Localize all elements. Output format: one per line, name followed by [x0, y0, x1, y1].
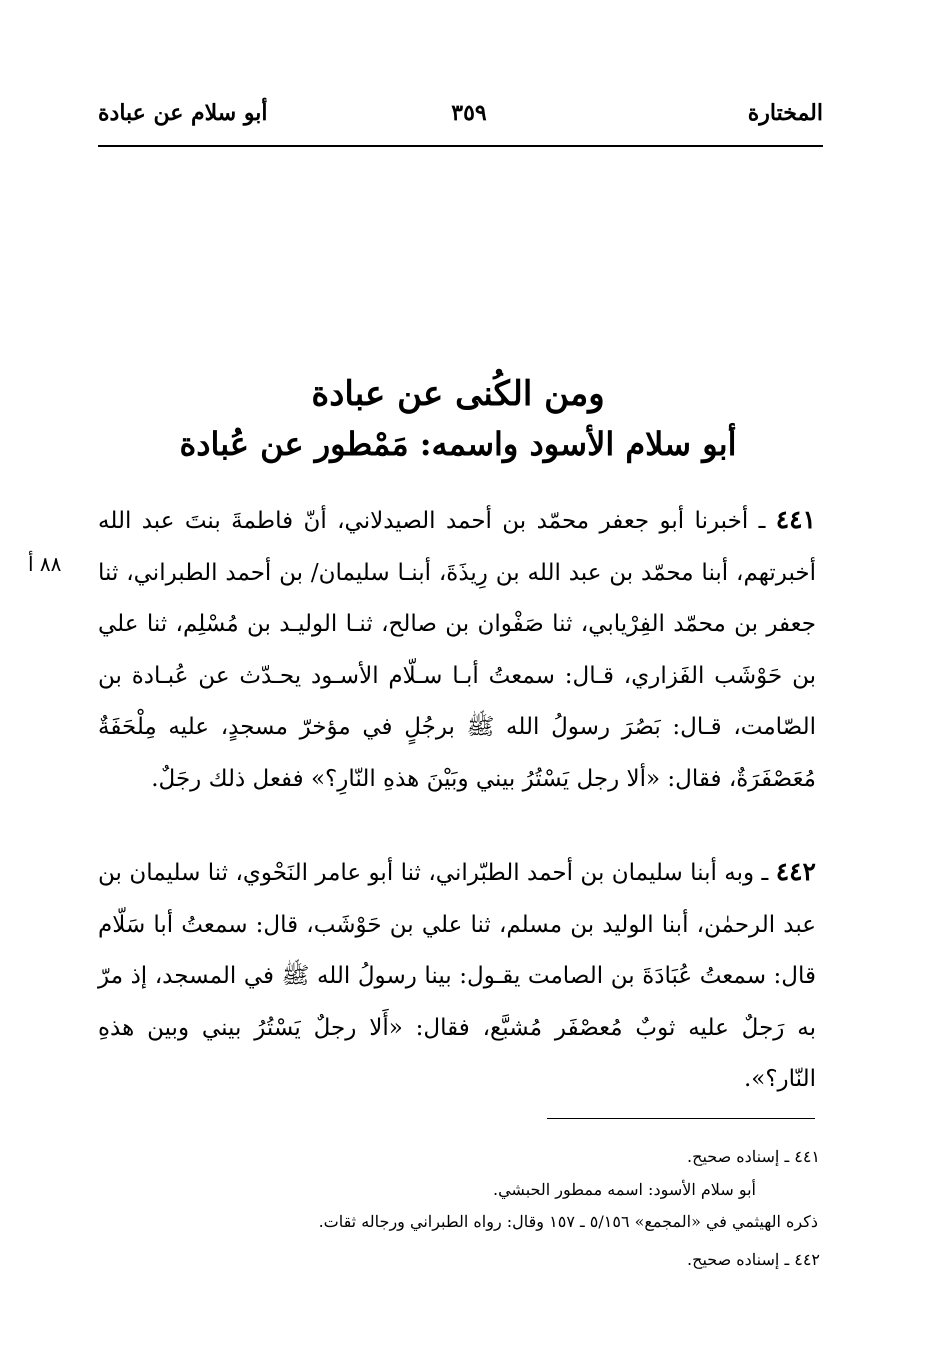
hadith-442-text: ـ وبه أبنا سليمان بن أحمد الطبّراني، ثنا أبو عامر النَحْوي، ثنا سليمان بن عبد الرحمٰن، أبنا الوليد بن مسلم، ثنا علي بن حَوْشَب، قال: سمعتُ أبا سَلّام قال: سمعتُ عُبَادَةَ بن الصامت يقـول: بينا رسولُ الله ﷺ في المسجد، إذ مرّ به رَجلٌ عليه ثوبٌ مُعصْفَر مُشبَّع، فقال: «أَلا رجلٌ يَسْتُرُ بيني وبين هذهِ النّار؟». [98, 860, 816, 1092]
header-rule [98, 145, 823, 147]
footnote-narrator-name: أبو سلام الأسود: اسمه ممطور الحبشي. [493, 1180, 756, 1199]
hadith-442-number: ٤٤٢ [775, 857, 816, 886]
hadith-442-paragraph [98, 846, 816, 1106]
chapter-heading: ومن الكُنى عن عبادة [311, 374, 605, 414]
hadith-441-text: ـ أخبرنا أبو جعفر محمّد بن أحمد الصيدلاني، أنّ فاطمةَ بنتَ عبد الله أخبرتهم، أبنا محمّد بن عبد الله بن رِيذَةَ، أبنـا سليمان/ بن أحمد الطبراني، ثنا جعفر بن محمّد الفِرْيابي، ثنا صَفْوان بن صالح، ثنـا الوليـد بن مُسْلِم، ثنا علي بن حَوْشَب الفَزاري، قـال: سمعتُ أبـا سـلّام الأسـود يحـدّث عن عُبـادة بن الصّامت، قـال: بَصُرَ رسولُ الله ﷺ برجُلٍ في مؤخرّ مسجدٍ، عليه مِلْحَفَةٌ مُعَصْفَرَةٌ، فقال: «ألا رجل يَسْتُرُ بيني وبَيْنَ هذهِ النّارِ؟» ففعل ذلك رجَلٌ. [98, 508, 817, 792]
running-header-book-title: المختارة [747, 100, 823, 126]
manuscript-folio-note: ٨٨ أ [28, 552, 62, 576]
footnote-source-reference: ذكره الهيثمي في «المجمع» ٥/١٥٦ ـ ١٥٧ وقال: رواه الطبراني ورجاله ثقات. [318, 1212, 818, 1231]
hadith-441-paragraph [98, 494, 816, 805]
hadith-441-number: ٤٤١ [775, 505, 816, 534]
page-number: ٣٥٩ [451, 100, 487, 126]
footnote-rule [547, 1118, 815, 1119]
chapter-subheading: أبو سلام الأسود واسمه: مَمْطور عن عُبادة [179, 425, 737, 463]
footnote-442-grade: ٤٤٢ ـ إسناده صحيح. [687, 1250, 820, 1269]
running-header-section-title: أبو سلام عن عبادة [98, 100, 268, 126]
footnote-441-grade: ٤٤١ ـ إسناده صحيح. [687, 1147, 820, 1166]
